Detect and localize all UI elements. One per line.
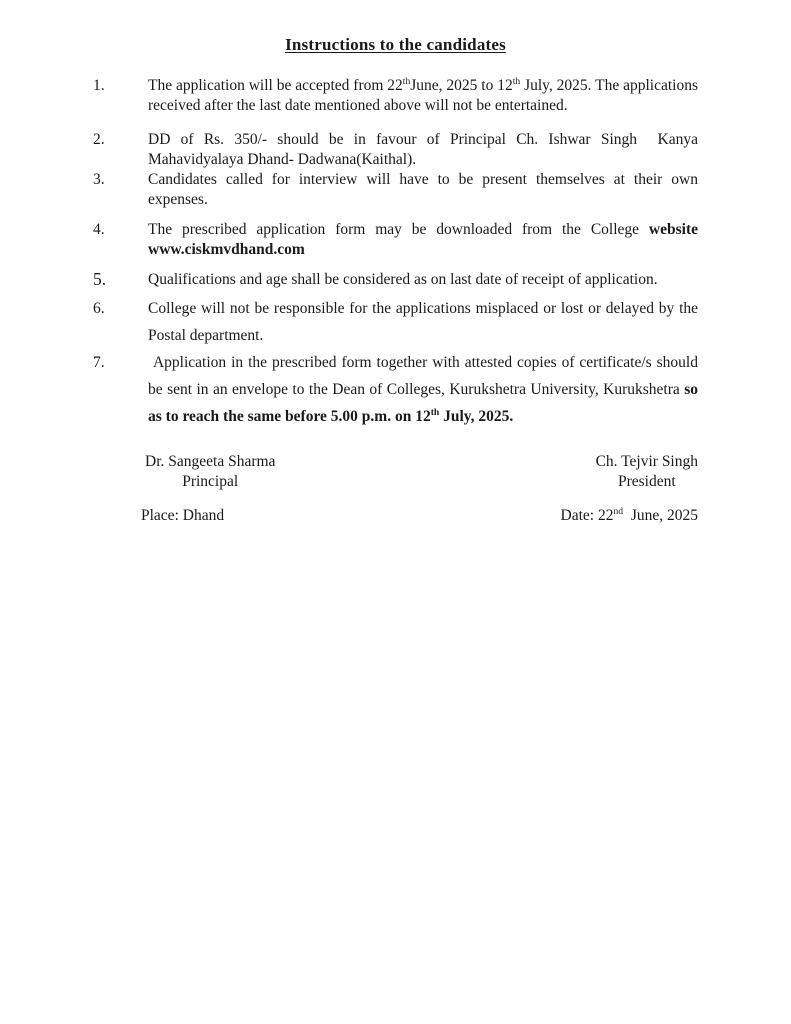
instruction-item [93,170,698,210]
text-segment: Date: 22 [560,507,614,524]
text-segment: June, 2025 [623,507,698,524]
text-segment: Qualifications and age shall be considered as on last date of receipt of application. [148,271,658,288]
signatory-left-role: Principal [182,473,239,490]
superscript-text: th [430,406,440,418]
instruction-number: 2. [93,131,105,148]
signatory-right [596,452,698,492]
text-segment: The prescribed application form may be downloaded from the College [148,221,649,238]
instructions-list [93,76,698,430]
instruction-text [148,130,698,170]
signature-row [93,452,698,492]
instruction-number: 7. [93,354,105,371]
instruction-item [93,76,698,116]
signatory-left-name: Dr. Sangeeta Sharma [145,453,276,470]
text-segment: DD of Rs. 350/- should be in favour of Principal Ch. Ishwar Singh Kanya Mahavidyalaya Dhand- Dadwana(Kaithal). [148,131,698,168]
instruction-text [148,349,698,430]
text-segment: Application in the prescribed form together with attested copies of certificate/s should be sent in an envelope to the Dean of Colleges, Kurukshetra University, Kurukshetra [148,354,698,398]
instruction-number: 1. [93,77,105,94]
text-segment: College will not be responsible for the applications misplaced or lost or delayed by the Postal department. [148,300,698,344]
instruction-number: 5. [93,269,107,289]
superscript-text: th [512,75,521,87]
text-segment: website www.ciskmvdhand.com [148,221,698,258]
instruction-text [148,270,698,290]
superscript-text: th [402,75,411,87]
text-segment: June, 2025 to 12 [410,77,513,94]
instruction-item [93,270,698,290]
signatory-right-name: Ch. Tejvir Singh [595,453,698,470]
superscript-text: nd [613,505,624,517]
instruction-item [93,295,698,349]
signatory-left [145,452,275,492]
text-segment: July, 2025. [439,408,514,425]
text-segment: July, 2025. The applications received after the last date mentioned above will not be entertained. [148,77,698,114]
instruction-text [148,170,698,210]
instruction-number: 3. [93,171,105,188]
instruction-item [93,220,698,260]
instruction-number: 4. [93,221,105,238]
instruction-item [93,349,698,430]
text-segment: The application will be accepted from 22 [148,77,403,94]
signatory-right-role: President [617,473,676,490]
instruction-text [148,295,698,349]
date-text [561,506,698,526]
instruction-number: 6. [93,300,105,317]
instruction-text [148,220,698,260]
instruction-text [148,76,698,116]
text-segment: so as to reach the same before 5.00 p.m. on 12 [148,381,698,425]
place-text: Place: Dhand [141,507,225,524]
text-segment: Candidates called for interview will have to be present themselves at their own expenses. [148,171,698,208]
place-date-row [93,506,698,526]
document-title: Instructions to the candidates [285,35,506,54]
instruction-item [93,130,698,170]
